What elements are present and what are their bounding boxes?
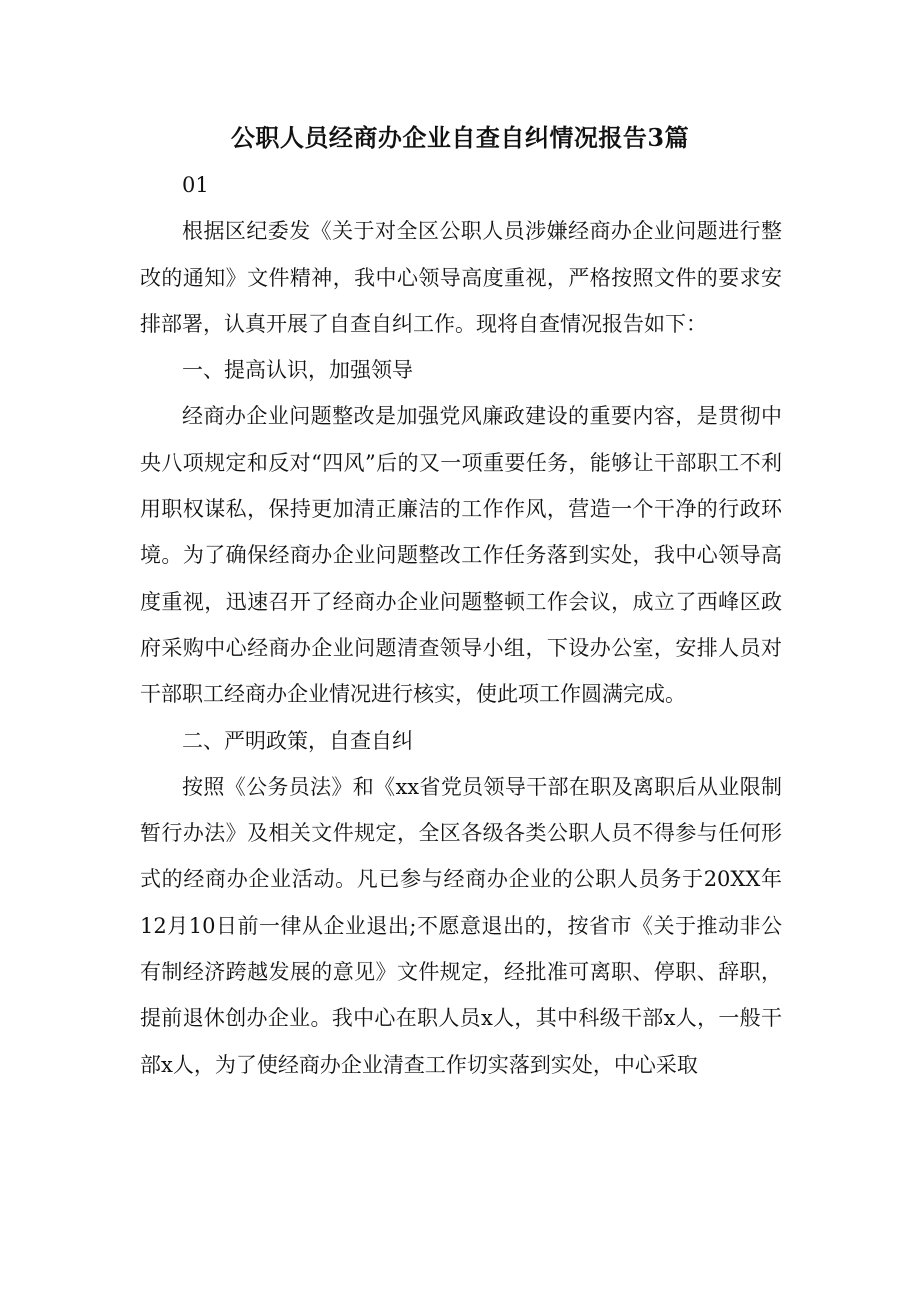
paragraph-section-1: 经商办企业问题整改是加强党风廉政建设的重要内容，是贯彻中央八项规定和反对“四风”后的又一项重要任务，能够让干部职工不利用职权谋私，保持更加清正廉洁的工作作风，营造一个干净的行政环境。为了确保经商办企业问题整改工作任务落到实处，我中心领导高度重视，迅速召开了经商办企业问题整顿工作会议，成立了西峰区政府采购中心经商办企业问题清查领导小组，下设办公室，安排人员对干部职工经商办企业情况进行核实，使此项工作圆满完成。 <box>140 404 782 707</box>
heading-section-1: 一、提高认识，加强领导 <box>182 358 413 383</box>
document-body <box>140 162 782 1088</box>
paragraph-intro: 根据区纪委发《关于对全区公职人员涉嫌经商办企业问题进行整改的通知》文件精神，我中心领导高度重视，严格按照文件的要求安排部署，认真开展了自查自纠工作。现将自查情况报告如下： <box>140 219 782 336</box>
section-number: 01 <box>182 173 209 197</box>
document-title: 公职人员经商办企业自查自纠情况报告3篇 <box>230 123 690 152</box>
heading-section-2: 二、严明政策，自查自纠 <box>182 728 413 753</box>
paragraph-section-2: 按照《公务员法》和《xx省党员领导干部在职及离职后从业限制暂行办法》及相关文件规定，全区各级各类公职人员不得参与任何形式的经商办企业活动。凡已参与经商办企业的公职人员务于20XX年12月10日前一律从企业退出;不愿意退出的，按省市《关于推动非公有制经济跨越发展的意见》文件规定，经批准可离职、停职、辞职，提前退休创办企业。我中心在职人员x人，其中科级干部x人，一般干部x人，为了使经商办企业清查工作切实落到实处，中心采取 <box>140 774 782 1077</box>
